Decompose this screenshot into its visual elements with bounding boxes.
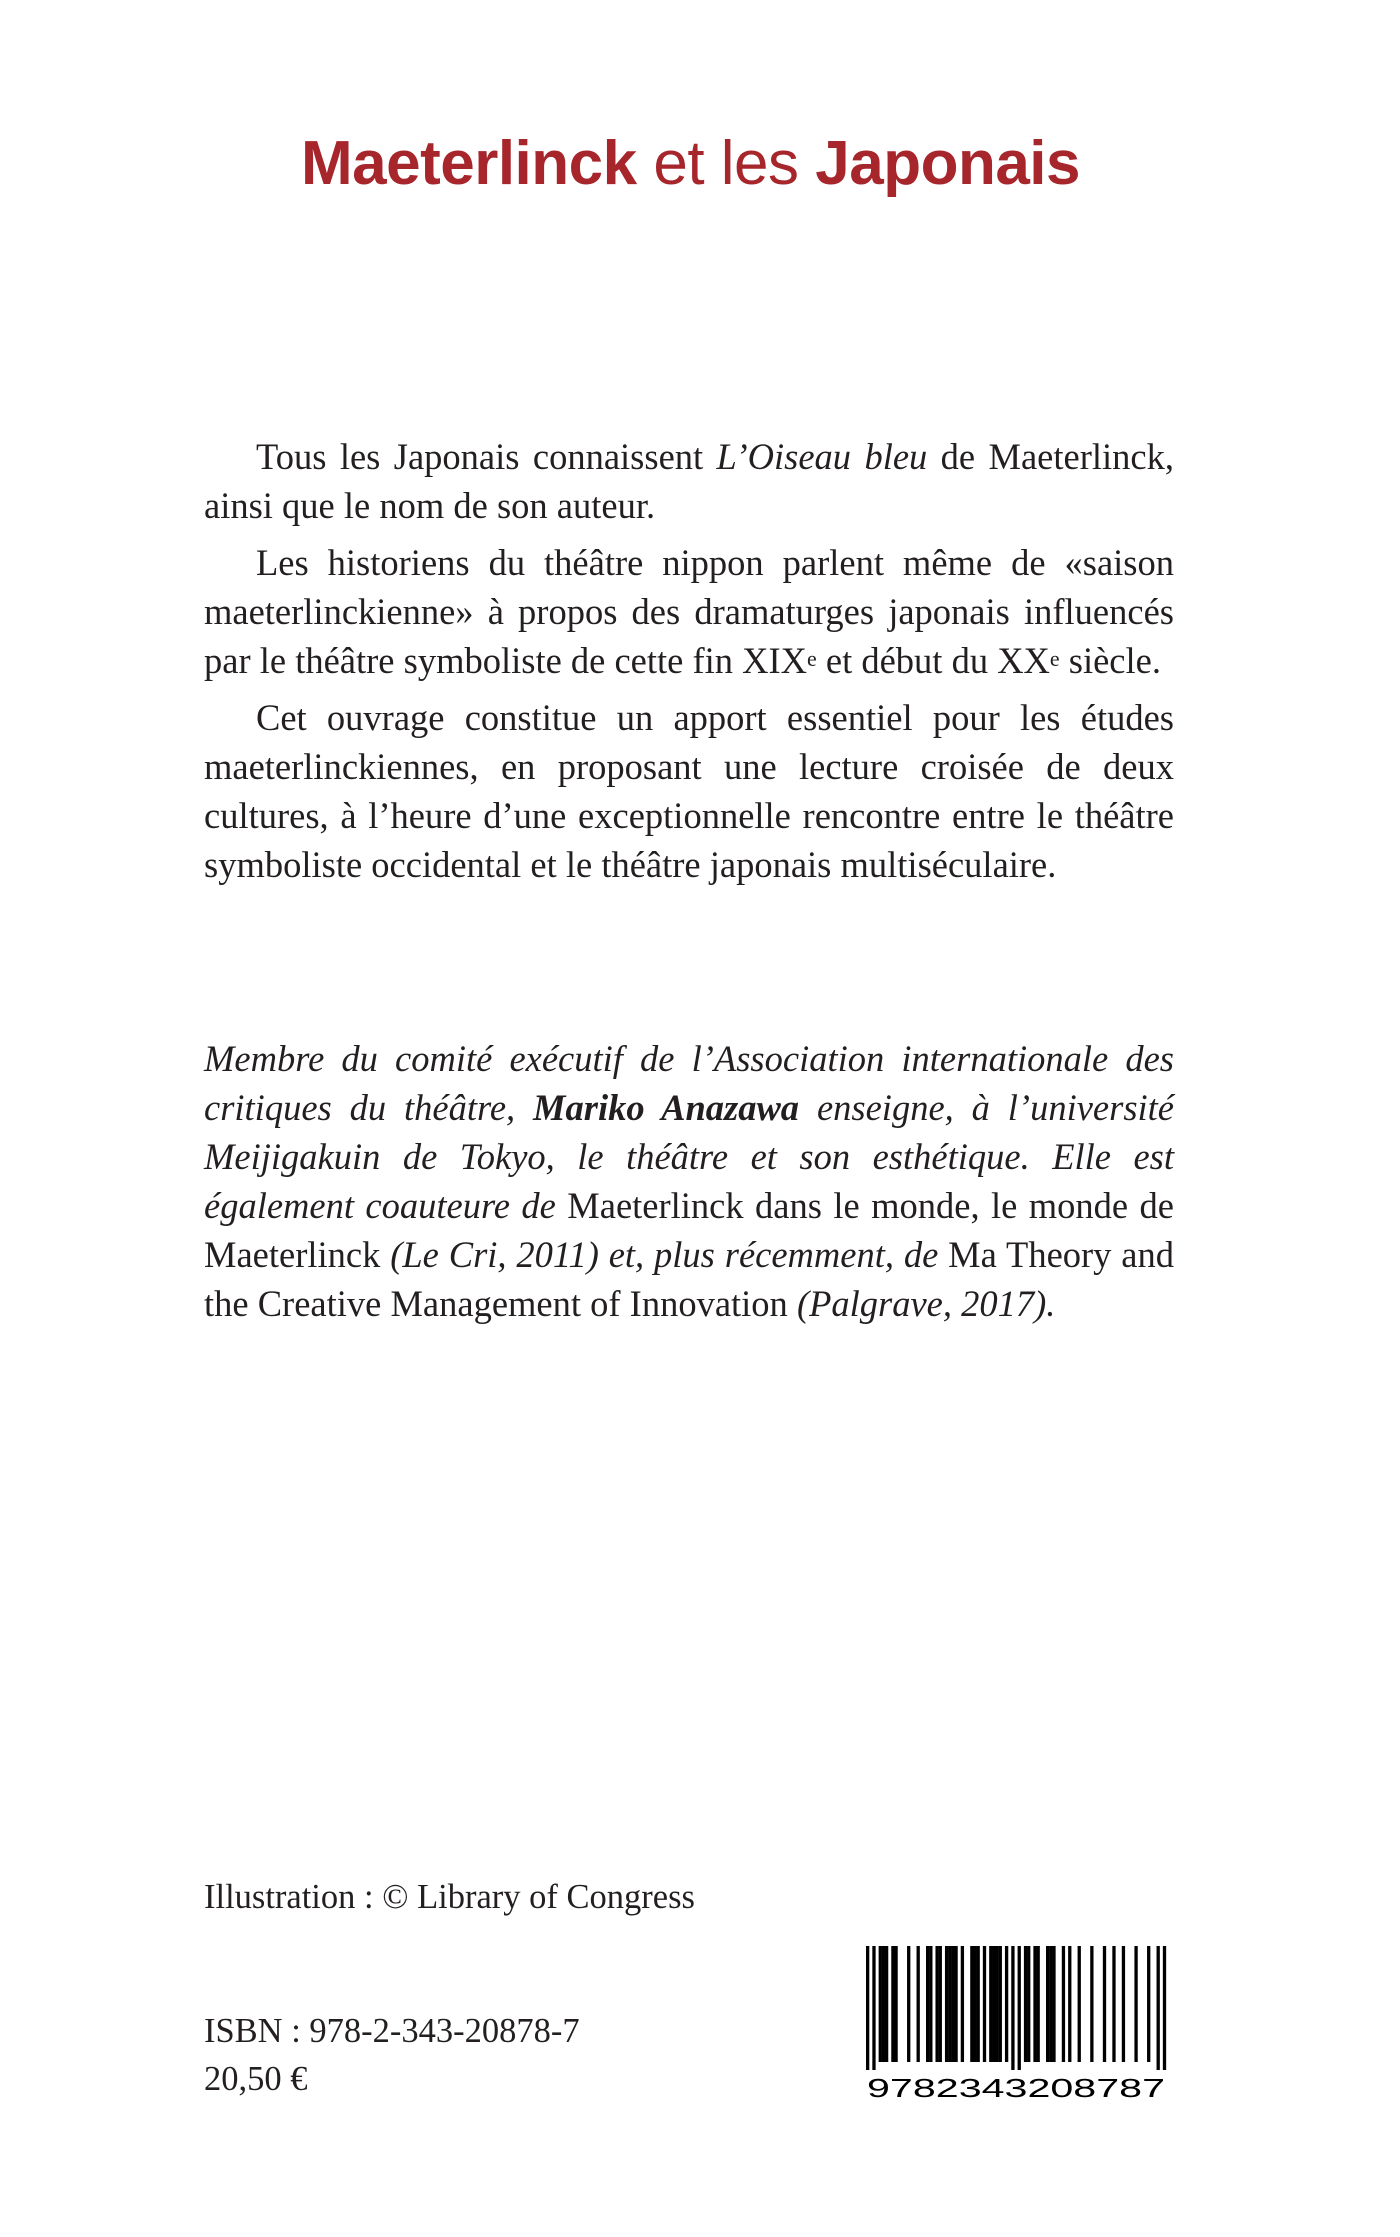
barcode-bar xyxy=(1112,1946,1115,2062)
barcode-bar xyxy=(894,1946,897,2062)
title-author: Maeterlinck xyxy=(300,129,637,198)
barcode-bar xyxy=(1147,1946,1150,2062)
barcode-bar xyxy=(970,1946,973,2062)
book-title xyxy=(0,128,1381,199)
barcode-bar xyxy=(1122,1946,1125,2062)
barcode-bar xyxy=(977,1946,980,2062)
barcode-bar xyxy=(926,1946,929,2062)
century-superscript-1: e xyxy=(807,646,817,671)
summary-p2-middle: et début du XX xyxy=(816,640,1050,681)
barcode-bar xyxy=(951,1946,954,2062)
barcode-bar xyxy=(995,1946,998,2062)
summary-p1-start: Tous les Japonais connaissent xyxy=(256,436,717,477)
bio-intro: Membre du comité exécutif de l’Association internationale des critiques du théâtre, xyxy=(204,1038,1174,1128)
barcode-bar xyxy=(872,1946,875,2070)
barcode-bar xyxy=(948,1946,951,2062)
summary-p2-start: Les historiens du théâtre nippon parlent même de «saison maeterlinckienne» à propos des dramaturges japonais influencés par le théâtre symboliste de cette fin XIX xyxy=(204,542,1174,681)
barcode-bar xyxy=(1052,1946,1055,2062)
summary-p2-end: siècle. xyxy=(1059,640,1161,681)
summary-paragraph-1 xyxy=(204,432,1174,530)
barcode-bar xyxy=(1157,1946,1160,2070)
barcode-bar xyxy=(939,1946,942,2062)
barcode-bar xyxy=(1037,1946,1040,2062)
bio-work-1: Maeterlinck dans le monde, le monde de Maeterlinck xyxy=(204,1185,1174,1275)
barcode-bar xyxy=(891,1946,894,2062)
summary-paragraph-2 xyxy=(204,538,1174,685)
barcode-digits: 9782343208787 xyxy=(867,2073,1165,2102)
barcode-bar xyxy=(961,1946,964,2062)
summary-text xyxy=(204,432,1174,897)
barcode-bar xyxy=(1103,1946,1106,2062)
summary-paragraph-3: Cet ouvrage constitue un apport essentiel pour les études maeterlinckiennes, en proposant une lecture croisée de deux cultures, à l’heure d’une exceptionnelle rencontre entre le théâtre symboliste occidental et le théâtre japonais multiséculaire. xyxy=(204,697,1174,885)
barcode-bar xyxy=(954,1946,957,2062)
author-bio-paragraph xyxy=(204,1034,1174,1328)
barcode-bar xyxy=(983,1946,986,2062)
title-connector: et les xyxy=(636,129,816,198)
isbn: ISBN : 978-2-343-20878-7 xyxy=(204,2012,580,2050)
bio-publisher-1: (Le Cri, 2011) et, plus récemment, de xyxy=(380,1234,949,1275)
barcode-bar xyxy=(935,1946,938,2062)
barcode-bar xyxy=(885,1946,888,2062)
barcode-bar xyxy=(945,1946,948,2062)
barcode-bar xyxy=(1049,1946,1052,2062)
barcode-bar xyxy=(1005,1946,1008,2062)
century-superscript-2: e xyxy=(1049,646,1060,671)
barcode-bar xyxy=(917,1946,920,2062)
summary-p1-end: de Maeterlinck, ainsi que le nom de son auteur. xyxy=(204,436,1174,526)
barcode-bar xyxy=(1062,1946,1065,2062)
barcode-bar xyxy=(1134,1946,1137,2062)
bio-publisher-2: (Palgrave, 2017). xyxy=(787,1283,1056,1324)
barcode-bar xyxy=(999,1946,1002,2062)
barcode-bar xyxy=(882,1946,885,2062)
barcode-bar xyxy=(1090,1946,1093,2062)
barcode-bar xyxy=(907,1946,910,2062)
barcode-bar xyxy=(929,1946,932,2062)
barcode-icon xyxy=(862,1946,1170,2102)
title-subject: Japonais xyxy=(815,129,1081,198)
barcode-bar xyxy=(973,1946,976,2062)
barcode-bar xyxy=(1018,1946,1021,2070)
barcode-bar xyxy=(866,1946,869,2070)
bio-body: enseigne, à l’université Meijigakuin de Tokyo, le théâtre et son esthétique. Elle est également coauteure de xyxy=(204,1087,1175,1226)
barcode-bar xyxy=(1163,1946,1166,2070)
barcode-bar xyxy=(879,1946,882,2062)
illustration-credit: Illustration : © Library of Congress xyxy=(204,1878,695,1916)
barcode-bar xyxy=(992,1946,995,2062)
barcode xyxy=(862,1946,1170,2102)
barcode-bar xyxy=(989,1946,992,2062)
barcode-bar xyxy=(1027,1946,1030,2062)
price: 20,50 € xyxy=(204,2060,308,2098)
barcode-bar xyxy=(1024,1946,1027,2062)
work-title-oiseau-bleu: L’Oiseau bleu xyxy=(716,436,928,477)
author-bio xyxy=(204,1034,1174,1328)
barcode-bar xyxy=(1078,1946,1081,2062)
barcode-bar xyxy=(1046,1946,1049,2062)
barcode-bar xyxy=(1068,1946,1071,2062)
barcode-bar xyxy=(1011,1946,1014,2070)
author-name: Mariko Anazawa xyxy=(533,1087,800,1128)
bio-work-2: Ma Theory and the Creative Management of Innovation xyxy=(204,1234,1174,1324)
barcode-bar xyxy=(1033,1946,1036,2062)
